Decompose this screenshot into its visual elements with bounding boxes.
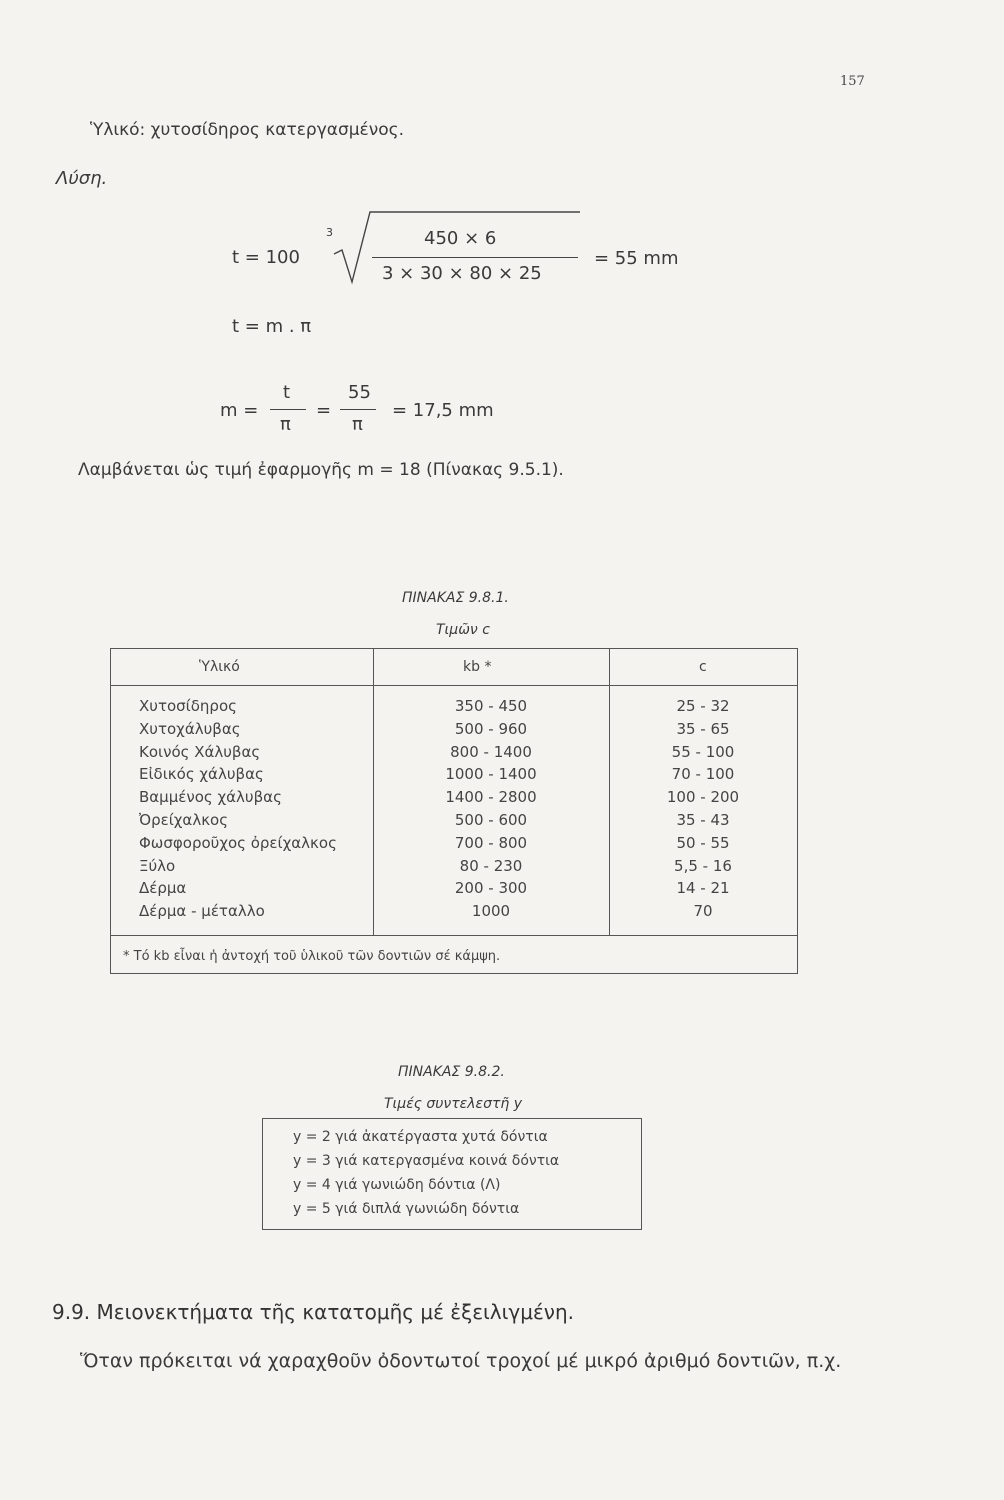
table1-subtitle: Τιμῶν c — [436, 622, 490, 638]
table-row: Βαμμένος χάλυβας — [139, 788, 282, 807]
table-row: 50 - 55 — [676, 833, 730, 852]
formula2: t = m . π — [232, 316, 312, 337]
table-row: 700 - 800 — [454, 833, 528, 852]
section-number: 9.9. — [52, 1300, 91, 1324]
formula3-lhs: m = — [220, 400, 259, 421]
table2-subtitle: Τιμές συντελεστῆ y — [384, 1096, 522, 1112]
table-row: 35 - 43 — [676, 810, 730, 829]
formula1-numerator: 450 × 6 — [424, 228, 497, 249]
table-row: 350 - 450 — [454, 697, 528, 715]
solution-label: Λύση. — [56, 168, 108, 189]
table-row: 25 - 32 — [676, 697, 730, 715]
table-row: Δέρμα - μέταλλο — [139, 902, 265, 921]
formula1-result: = 55 mm — [594, 248, 679, 269]
table1-header-c: c — [699, 659, 707, 675]
table1-footnote: * Τό kb εἶναι ἡ ἀντοχή τοῦ ὑλικοῦ τῶν δοντιῶν σέ κάμψη. — [123, 949, 501, 964]
page-number: 157 — [840, 74, 865, 89]
table-row: 1000 — [471, 902, 511, 921]
formula3-frac2-den: π — [352, 414, 363, 435]
table-row: 1000 - 1400 — [445, 765, 537, 784]
table-row: 35 - 65 — [676, 719, 730, 738]
table1-col-material — [139, 695, 337, 923]
section-heading — [52, 1300, 574, 1324]
closing-paragraph: Ὅταν πρόκειται νά χαραχθοῦν ὀδοντωτοί τροχοί μέ μικρό ἀριθμό δοντιῶν, π.χ. — [80, 1350, 842, 1372]
table-row: 800 - 1400 — [450, 742, 532, 761]
table-row: Φωσφοροῦχος ὀρείχαλκος — [139, 833, 337, 852]
table-9-8-1 — [110, 648, 798, 974]
formula3-result: = 17,5 mm — [392, 400, 494, 421]
formula3-frac1-num: t — [283, 382, 291, 403]
formula3-frac2-num: 55 — [348, 382, 371, 403]
formula1-root-index: 3 — [326, 226, 333, 239]
section-title: Μειονεκτήματα τῆς κατατομῆς μέ ἐξειλιγμένη. — [96, 1300, 574, 1324]
table1-title: ΠΙΝΑΚΑΣ 9.8.1. — [402, 590, 509, 606]
material-line: Ὑλικό: χυτοσίδηρος κατεργασμένος. — [90, 120, 405, 140]
table-row: 55 - 100 — [671, 742, 735, 761]
table1-col-c — [609, 695, 797, 923]
formula1-denominator: 3 × 30 × 80 × 25 — [382, 263, 542, 284]
table-row: Χυτοσίδηρος — [139, 697, 237, 715]
table-row: y = 2 γιά ἀκατέργαστα χυτά δόντια — [293, 1129, 548, 1145]
adopted-value-line: Λαμβάνεται ὡς τιμή ἐφαρμογῆς m = 18 (Πίνακας 9.5.1). — [78, 460, 564, 480]
table-row: 14 - 21 — [676, 879, 730, 898]
table-row: 200 - 300 — [454, 879, 528, 898]
table-row: Δέρμα — [139, 879, 187, 898]
table-row: Ὀρείχαλκος — [139, 810, 229, 829]
formula1-fraction-bar — [372, 257, 578, 258]
table-row: 500 - 960 — [454, 719, 528, 738]
table-row: y = 3 γιά κατεργασμένα κοινά δόντια — [293, 1153, 560, 1169]
table-row: Χυτοχάλυβας — [139, 719, 241, 738]
formula3-frac1-bar — [270, 409, 306, 410]
table-row: 80 - 230 — [459, 856, 523, 875]
table1-col-kb — [373, 695, 609, 923]
table1-footer-divider — [111, 935, 797, 936]
table-row: 1400 - 2800 — [445, 788, 537, 807]
table-row: Εἰδικός χάλυβας — [139, 765, 264, 784]
table1-header-material: Ὑλικό — [199, 659, 240, 675]
table-row: 500 - 600 — [454, 810, 528, 829]
table-row: 70 — [693, 902, 713, 921]
table-row: y = 4 γιά γωνιώδη δόντια (Λ) — [293, 1177, 501, 1193]
table-row: y = 5 γιά διπλά γωνιώδη δόντια — [293, 1201, 520, 1217]
table-9-8-2 — [262, 1118, 642, 1230]
formula3-frac2-bar — [340, 409, 376, 410]
formula3-eq: = — [316, 400, 332, 421]
formula1-lhs: t = 100 — [232, 247, 300, 268]
table1-header-kb: kb * — [463, 659, 492, 675]
table-row: 5,5 - 16 — [674, 856, 732, 875]
table2-title: ΠΙΝΑΚΑΣ 9.8.2. — [398, 1064, 505, 1080]
table-row: Κοινός Χάλυβας — [139, 742, 261, 761]
table-row: Ξύλο — [139, 856, 176, 875]
table-row: 70 - 100 — [671, 765, 735, 784]
formula3-frac1-den: π — [280, 414, 291, 435]
table-row: 100 - 200 — [666, 788, 740, 807]
